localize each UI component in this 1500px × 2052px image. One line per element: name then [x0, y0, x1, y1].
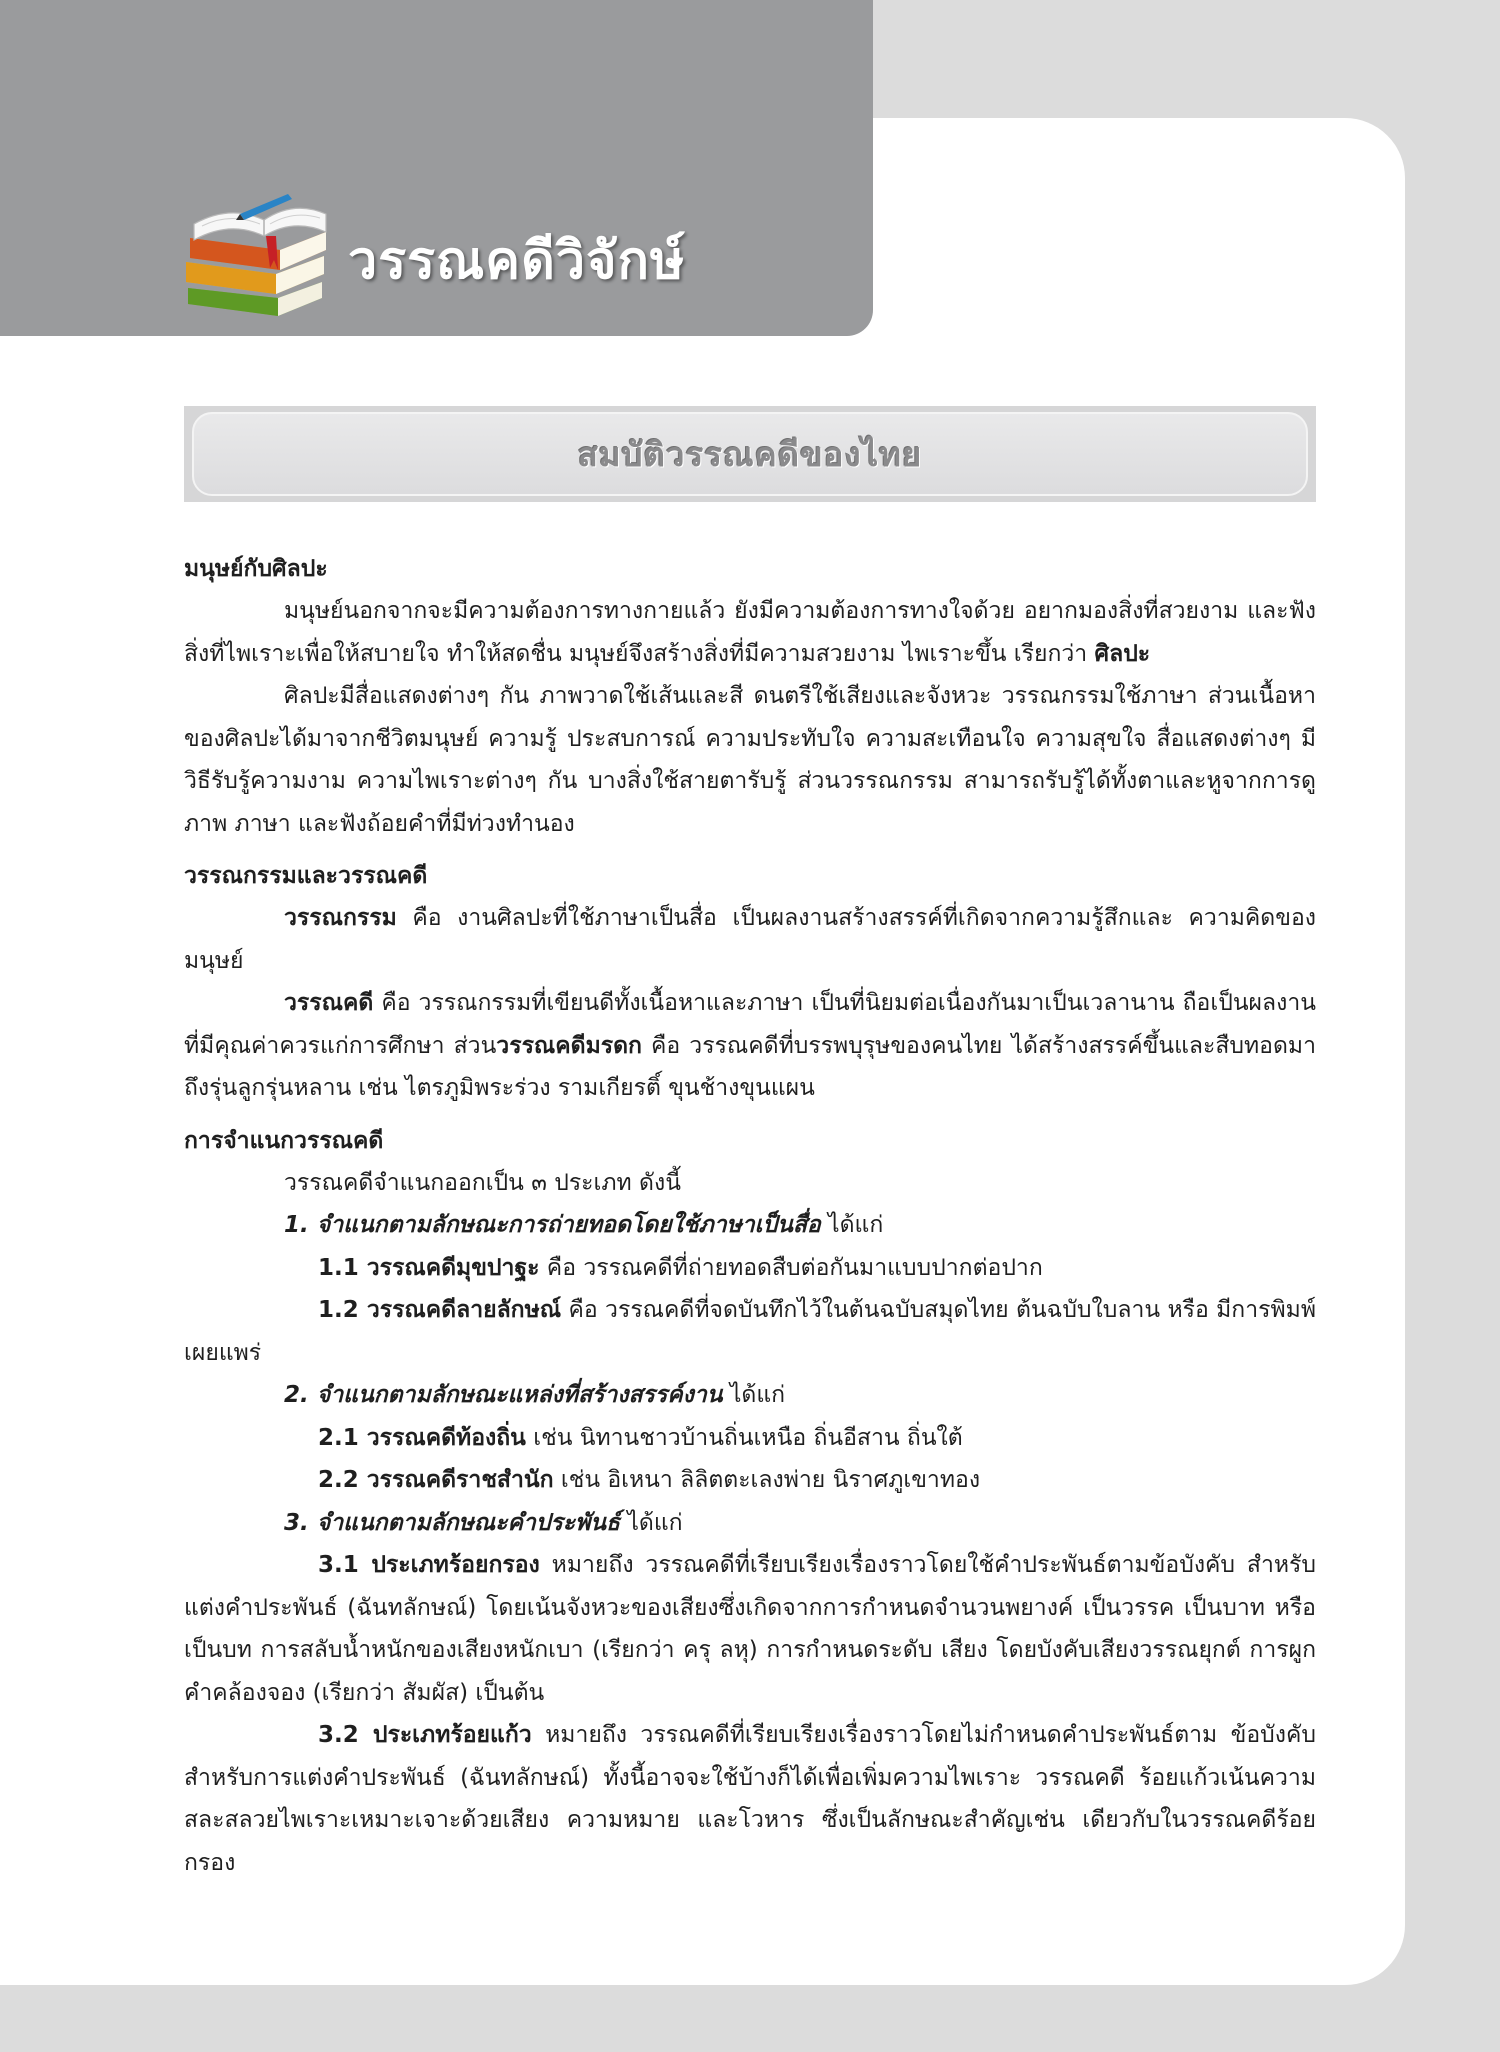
category-suffix: ได้แก่ — [820, 1212, 884, 1238]
paragraph-text: คือ วรรณคดีที่จดบันทึกไว้ในต้นฉบับสมุดไทย ต้นฉบับใบลาน หรือ มีการพิมพ์เผยแพร่ — [184, 1297, 1316, 1366]
paragraph-text: หมายถึง วรรณคดีที่เรียบเรียงเรื่องราวโดยไม่กำหนดคำประพันธ์ตาม ข้อบังคับสำหรับการแต่งคำประพันธ์ (ฉันทลักษณ์) ทั้งนี้อาจจะใช้บ้างก็ได้เพื่อเพิ่มความไพเราะ วรรณคดี ร้อยแก้วเน้นความสละสลวยไพเราะเหมาะเจาะด้วยเสียง ความหมาย และโวหาร ซึ่งเป็นลักษณะสำคัญเช่น เดียวกับในวรรณคดีร้อยกรอง — [184, 1722, 1316, 1876]
paragraph: ศิลปะมีสื่อแสดงต่างๆ กัน ภาพวาดใช้เส้นและสี ดนตรีใช้เสียงและจังหวะ วรรณกรรมใช้ภาษา ส่วนเนื้อหาของศิลปะได้มาจากชีวิตมนุษย์ ความรู้ ประสบการณ์ ความประทับใจ ความสะเทือนใจ ความสุขใจ สื่อแสดงต่างๆ มีวิธีรับรู้ความงาม ความไพเราะต่างๆ กัน บางสิ่งใช้สายตารับรู้ ส่วนวรรณกรรม สามารถรับรู้ได้ทั้งตาและหูจากการดูภาพ ภาษา และฟังถ้อยคำที่มีท่วงทำนอง — [184, 683, 1316, 837]
term-bold: วรรณคดีลายลักษณ์ — [366, 1297, 562, 1323]
term-bold: วรรณคดีท้องถิ่น — [366, 1424, 526, 1451]
subcategory-2-1 — [184, 1417, 1316, 1460]
paragraph — [184, 590, 1316, 675]
paragraph-text: เช่น นิทานชาวบ้านถิ่นเหนือ ถิ่นอีสาน ถิ่นใต้ — [525, 1424, 963, 1451]
subcategory-1-2 — [184, 1289, 1316, 1374]
section-header — [184, 406, 1316, 502]
chapter-title: วรรณคดีวิจักษ์ — [348, 231, 686, 291]
subcategory-3-2 — [184, 1714, 1316, 1884]
category-2 — [184, 1374, 1316, 1417]
category-label: 3. จำแนกตามลักษณะคำประพันธ์ — [284, 1509, 621, 1536]
subcategory-2-2 — [184, 1459, 1316, 1502]
item-number: 2.1 — [318, 1424, 367, 1451]
paragraph-text: มนุษย์นอกจากจะมีความต้องการทางกายแล้ว ยังมีความต้องการทางใจด้วย อยากมองสิ่งที่สวยงาม และฟังสิ่งที่ไพเราะเพื่อให้สบายใจ ทำให้สดชื่น มนุษย์จึงสร้างสิ่งที่มีความสวยงาม ไพเราะขึ้น เรียกว่า — [184, 598, 1316, 667]
item-number: 3.1 — [318, 1552, 372, 1578]
heading-literature: วรรณกรรมและวรรณคดี — [184, 863, 428, 889]
category-1 — [184, 1204, 1316, 1247]
section-title: สมบัติวรรณคดีของไทย — [577, 434, 923, 474]
paragraph-text: คือ วรรณกรรมที่เขียนดีทั้งเนื้อหาและภาษา เป็นที่นิยมต่อเนื่องกันมาเป็นเวลานาน ถือเป็นผลงานที่มีคุณค่าควรแก่การศึกษา ส่วน — [184, 990, 1316, 1059]
body-content — [184, 548, 1316, 1884]
paragraph-text: คือ วรรณคดีที่ถ่ายทอดสืบต่อกันมาแบบปากต่อปาก — [539, 1254, 1043, 1281]
category-3 — [184, 1502, 1316, 1545]
section-header-panel — [192, 412, 1308, 496]
title-banner — [0, 0, 873, 336]
item-number: 1.2 — [318, 1297, 367, 1323]
paragraph: วรรณคดีจำแนกออกเป็น ๓ ประเภท ดังนี้ — [284, 1169, 681, 1196]
subcategory-3-1 — [184, 1544, 1316, 1714]
category-suffix: ได้แก่ — [620, 1509, 683, 1536]
item-number: 1.1 — [318, 1254, 367, 1281]
term-bold: วรรณกรรม — [284, 905, 397, 931]
term-bold: วรรณคดีราชสำนัก — [366, 1467, 554, 1493]
paragraph — [184, 897, 1316, 982]
paragraph-text: คือ วรรณคดีที่บรรพบุรุษของคนไทย ได้สร้างสรรค์ขึ้นและสืบทอดมาถึงรุ่นลูกรุ่นหลาน เช่น ไตรภูมิพระร่วง รามเกียรติ์ ขุนช้างขุนแผน — [184, 1032, 1316, 1101]
paragraph-text: คือ งานศิลปะที่ใช้ภาษาเป็นสื่อ เป็นผลงานสร้างสรรค์ที่เกิดจากความรู้สึกและ ความคิดของมนุษย์ — [184, 905, 1316, 974]
heading-human-and-art: มนุษย์กับศิลปะ — [184, 556, 328, 582]
book-stack-icon — [180, 190, 330, 320]
term-bold: วรรณคดี — [284, 990, 374, 1016]
item-number: 3.2 — [318, 1722, 373, 1748]
paragraph — [184, 982, 1316, 1110]
category-suffix: ได้แก่ — [722, 1382, 786, 1408]
term-bold: ประเภทร้อยแก้ว — [372, 1722, 532, 1748]
term-bold: วรรณคดีมุขปาฐะ — [366, 1254, 540, 1281]
term-bold: ประเภทร้อยกรอง — [371, 1552, 540, 1578]
paragraph-text: เช่น อิเหนา ลิลิตตะเลงพ่าย นิราศภูเขาทอง — [553, 1467, 981, 1493]
category-label: 1. จำแนกตามลักษณะการถ่ายทอดโดยใช้ภาษาเป็นสื่อ — [284, 1212, 821, 1238]
term-bold: วรรณคดีมรดก — [496, 1032, 642, 1059]
category-label: 2. จำแนกตามลักษณะแหล่งที่สร้างสรรค์งาน — [284, 1382, 723, 1408]
term-bold: ศิลปะ — [1094, 640, 1151, 667]
paragraph-text: หมายถึง วรรณคดีที่เรียบเรียงเรื่องราวโดยใช้คำประพันธ์ตามข้อบังคับ สำหรับแต่งคำประพันธ์ (ฉันทลักษณ์) โดยเน้นจังหวะของเสียงซึ่งเกิดจากการกำหนดจำนวนพยางค์ เป็นวรรค เป็นบาท หรือเป็นบท การสลับน้ำหนักของเสียงหนักเบา (เรียกว่า ครุ ลหุ) การกำหนดระดับ เสียง โดยบังคับเสียงวรรณยุกต์ การผูกคำคล้องจอง (เรียกว่า สัมผัส) เป็นต้น — [184, 1552, 1316, 1706]
page-bottom-margin — [0, 1985, 1500, 2052]
heading-classification: การจำแนกวรรณคดี — [184, 1127, 384, 1154]
subcategory-1-1 — [184, 1247, 1316, 1290]
item-number: 2.2 — [318, 1467, 367, 1493]
page-right-margin — [1405, 0, 1500, 2052]
